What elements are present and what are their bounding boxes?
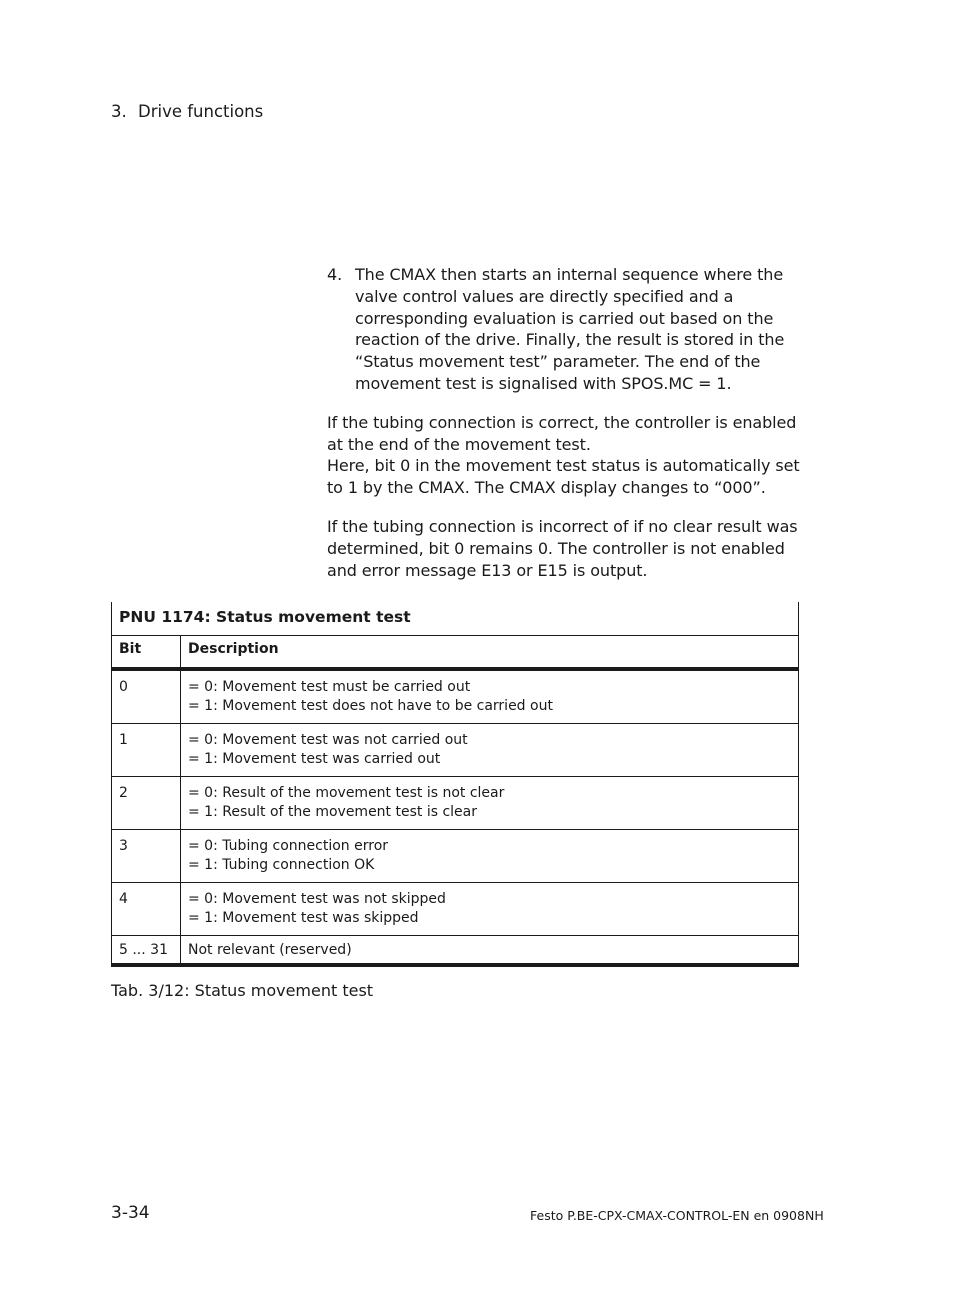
table-row	[112, 830, 799, 883]
status-table	[111, 602, 799, 967]
description-line: = 1: Movement test was carried out	[188, 751, 441, 767]
page-header	[111, 102, 263, 121]
bit-cell: 5 ... 31	[112, 936, 181, 966]
bit-cell: 0	[112, 669, 181, 724]
table-row	[112, 936, 799, 966]
description-line: = 0: Tubing connection error	[188, 838, 389, 854]
column-header-description: Description	[181, 636, 799, 670]
description-line: = 0: Movement test must be carried out	[188, 679, 471, 695]
description-line: = 1: Tubing connection OK	[188, 857, 375, 873]
step-text: The CMAX then starts an internal sequence where the valve control values are directly specified and a corresponding evaluation is carried out based on the reaction of the drive. Finally, the result is stored in the “Status movement test” parameter. The end of the movement test is signalised with SPOS.MC = 1.	[355, 265, 785, 393]
chapter-title: Drive functions	[138, 102, 264, 121]
description-cell: Not relevant (reserved)	[181, 936, 799, 966]
description-line: = 1: Movement test was skipped	[188, 910, 419, 926]
chapter-number: 3.	[111, 102, 127, 121]
body-text	[327, 264, 802, 598]
column-header-bit: Bit	[112, 636, 181, 670]
paragraph: If the tubing connection is incorrect of if no clear result was determined, bit 0 remains 0. The controller is not enabled and error message E13 or E15 is output.	[327, 516, 798, 580]
step-number: 4.	[327, 265, 343, 284]
description-line: = 1: Movement test does not have to be carried out	[188, 698, 553, 714]
table-row	[112, 883, 799, 936]
table-row	[112, 777, 799, 830]
bit-cell: 2	[112, 777, 181, 830]
description-line: = 1: Result of the movement test is clear	[188, 804, 478, 820]
bit-cell: 3	[112, 830, 181, 883]
paragraph: Here, bit 0 in the movement test status is automatically set to 1 by the CMAX. The CMAX display changes to “000”.	[327, 456, 800, 498]
document-id: Festo P.BE-CPX-CMAX-CONTROL-EN en 0908NH	[530, 1208, 824, 1223]
description-cell	[181, 669, 799, 724]
description-line: = 0: Movement test was not skipped	[188, 891, 446, 907]
bit-cell: 1	[112, 724, 181, 777]
bit-cell: 4	[112, 883, 181, 936]
description-cell	[181, 883, 799, 936]
table-row	[112, 724, 799, 777]
description-line: = 0: Movement test was not carried out	[188, 732, 468, 748]
page-number: 3-34	[111, 1203, 150, 1223]
description-cell	[181, 830, 799, 883]
step-item	[327, 264, 802, 395]
table-title: PNU 1174: Status movement test	[112, 602, 799, 636]
table-row	[112, 669, 799, 724]
paragraph: If the tubing connection is correct, the controller is enabled at the end of the movement test.	[327, 412, 797, 454]
table-caption: Tab. 3/12: Status movement test	[111, 981, 374, 1000]
description-line: = 0: Result of the movement test is not clear	[188, 785, 505, 801]
description-cell	[181, 777, 799, 830]
description-cell	[181, 724, 799, 777]
